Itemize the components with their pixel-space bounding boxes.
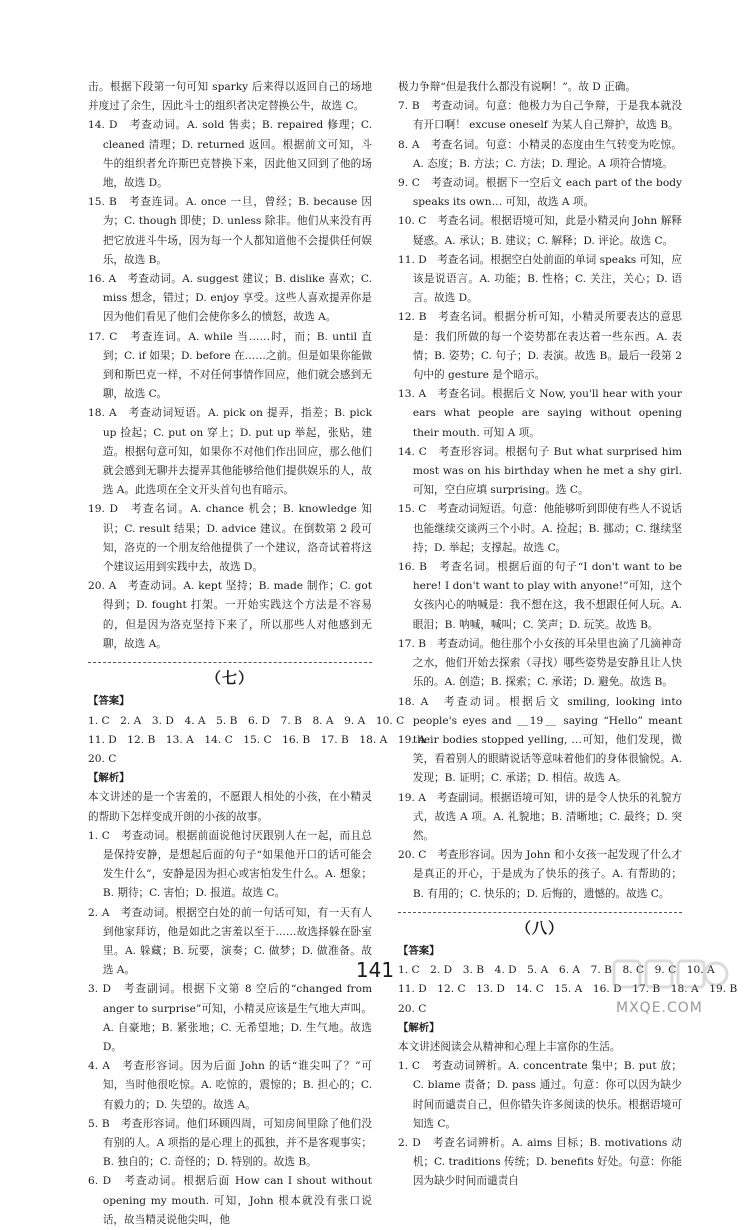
right-column: [398, 78, 738, 1192]
section-label: 【答案】: [398, 944, 440, 957]
explanation-paragraph: 5. B 考查形容词。他们环顾四周，可知房间里除了他们没有别的人。A 项指的是心理上的孤独，并不是客观事实；B. 独自的；C. 奇怪的；D. 特别的。故选 B。: [88, 1117, 372, 1169]
section-label: 【解析】: [398, 1021, 440, 1034]
explanation-paragraph: 17. B 考查动词。他往那个小女孩的耳朵里也滴了几滴神奇之水，他们开始去探索（寻找）哪些姿势是安静且让人快乐的。A. 创造；B. 探索；C. 承诺；D. 避免。故选 B。: [398, 637, 682, 689]
explanation-paragraph: 14. D 考查动词。A. sold 售卖；B. repaired 修理；C. cleaned 清理；D. returned 返回。根据前文可知，斗牛的组织者允许斯巴克替换下来，因此他又回到了他的场地，故选 D。: [88, 119, 376, 190]
section-title: （七）: [205, 669, 254, 688]
explanation-paragraph: 14. C 考查形容词。根据句子 But what surprised him most was on his birthday when he met a shy girl. 可知，空白应填 surprising。选 C。: [398, 445, 686, 497]
explanation-paragraph: 17. C 考查连词。A. while 当……时，而；B. until 直到；C. if 如果；D. before 在……之前。但是如果你能做到和斯巴克一样，不对任何事情作回应，他们就会感到无聊，故选 C。: [88, 330, 372, 401]
explanation-paragraph: 12. B 考查名词。根据分析可知，小精灵所要表达的意思是：我们所做的每一个姿势都在表达着一些东西。A. 表情；B. 姿势；C. 句子；D. 表演。故选 B。最后一段第 2 句中的 gesture 是个暗示。: [398, 311, 686, 382]
explanation-paragraph: 8. A 考查名词。句意：小精灵的态度由生气转变为吃惊。A. 态度；B. 方法；C. 方法；D. 理论。A 项符合情境。: [398, 138, 682, 170]
explanation-paragraph: 本文讲述阅读会从精神和心理上丰富你的生活。: [398, 1040, 621, 1053]
answer-key-line: 11. D 12. C 13. D 14. C 15. A 16. D 17. B 18. A 19. B: [398, 983, 738, 996]
explanation-paragraph: 极力争辩“但是我什么都没有说啊！”。故 D 正确。: [398, 81, 636, 93]
explanation-paragraph: 1. C 考查动词辨析。A. concentrate 集中；B. put 放；C. blame 责备；D. pass 通过。句意：你可以因为缺少时间而谴责自己，但你错失许多阅读的快乐。根据语境可知选 C。: [398, 1060, 682, 1130]
explanation-paragraph: 19. D 考查名词。A. chance 机会；B. knowledge 知识；C. result 结果；D. advice 建议。在倒数第 2 段可知，洛克的一个朋友给他提供了一个建议，洛奇试着将这个建议运用到实践中去，故选 D。: [88, 503, 372, 574]
explanation-paragraph: 19. A 考查副词。根据语境可知，讲的是令人快乐的礼貌方式，故选 A 项。A. 礼貌地；B. 清晰地；C. 最终；D. 突然。: [398, 791, 682, 842]
explanation-paragraph: 16. B 考查名词。根据后面的句子“I don't want to be here! I don't want to play with anyone!”可知，这个女孩内心的呐喊是：我不想在这，我不想跟任何人玩。A. 眼泪；B. 呐喊，喊叫；C. 笑声；D. 玩笑。故选 B。: [398, 561, 686, 631]
explanation-paragraph: 7. B 考查动词。句意：他极力为自己争辩，于是我本就没有开口啊！ excuse oneself 为某人自己辩护，故选 B。: [398, 100, 682, 132]
section-divider: [398, 912, 682, 913]
explanation-paragraph: 18. A 考查动词短语。A. pick on 提弄，指差；B. pick up 捡起；C. put on 穿上；D. put up 举起，张贴，建造。根据句意可知，如果你不对他们作出回应，那么他们就会感到无聊并去提弄其他能够给他们提供娱乐的人，故选 A。此选项在全文开头首句也有暗示。: [88, 407, 376, 497]
explanation-paragraph: 15. C 考查动词短语。句意：他能够听到即使有些人不说话也能继续交谈两三个小时。A. 捡起；B. 挪动；C. 继续坚持；D. 举起；支撑起。故选 C。: [398, 503, 682, 554]
explanation-paragraph: 3. D 考查副词。根据下文第 8 空后的“changed from anger to surprise”可知，小精灵应该是生气地大声叫。A. 自豪地；B. 紧张地；C. 无希望地；D. 生气地。故选 D。: [88, 983, 376, 1053]
explanation-paragraph: 18. A 考查动词。根据后文 smiling, looking into people's eyes and ＿19＿ saying “Hello” meant their bodies stopped yelling, …可知，他们发现，微笑，看着别人的眼睛说话等意味着他们的身体很愉悦。A. 发现；B. 证明；C. 承诺；D. 相信。故选 A。: [398, 695, 686, 785]
explanation-paragraph: 20. C 考查形容词。因为 John 和小女孩一起发现了什么才是真正的开心，于是成为了快乐的孩子。A. 有帮助的；B. 有用的；C. 快乐的；D. 后悔的，遗憾的。故选 C。: [398, 849, 682, 900]
explanation-paragraph: 1. C 考查动词。根据前面说他讨厌跟别人在一起，而且总是保持安静，是想起后面的句子“如果他开口的话可能会发生什么”，安静是因为担心或害怕发生什么。A. 想象；B. 期待；C. 害怕；D. 报道。故选 C。: [88, 829, 372, 900]
explanation-paragraph: 击。根据下段第一句可知 sparky 后来得以返回自己的场地并度过了余生，因此斗士的组织者决定替换公牛，故选 C。: [88, 81, 372, 113]
explanation-paragraph: 2. D 考查名词辨析。A. aims 目标；B. motivations 动机；C. traditions 传统；D. benefits 好处。句意：你能因为缺少时间而谴责自: [398, 1136, 682, 1188]
section-label: 【答案】: [88, 695, 130, 708]
explanation-paragraph: 13. A 考查名词。根据后文 Now, you'll hear with your ears what people are saying without opening their mouth. 可知 A 项。: [398, 388, 686, 439]
answer-key-line: 1. C 2. A 3. D 4. A 5. B 6. D 7. B 8. A 9. A 10. C: [88, 714, 405, 727]
explanation-paragraph: 9. C 考查动词。根据下一空后文 each part of the body speaks its own… 可知，故选 A 项。: [398, 177, 686, 209]
explanation-paragraph: 11. D 考查名词。根据空白处前面的单词 speaks 可知，应该是说语言。A. 功能；B. 性格；C. 关注，关心；D. 语言。故选 D。: [398, 253, 682, 305]
explanation-paragraph: 10. C 考查名词。根据语境可知，此是小精灵向 John 解释疑惑。A. 承认；B. 建议；C. 解释；D. 评论。故选 C。: [398, 215, 682, 247]
explanation-paragraph: 16. A 考查动词。A. suggest 建议；B. dislike 喜欢；C. miss 想念，错过；D. enjoy 享受。这些人喜欢提弄你是因为他们看见了他们会使你多么的愤怒，故选 A。: [88, 273, 376, 324]
watermark-text: MXQE.COM: [616, 1000, 703, 1016]
answer-key-line: 20. C: [88, 752, 117, 765]
section-label: 【解析】: [88, 772, 130, 785]
explanation-paragraph: 6. D 考查动词。根据后面 How can I shout without opening my mouth. 可知，John 根本就没有张口说话，故当精灵说他尖叫，他: [88, 1175, 376, 1226]
section-title: （八）: [515, 918, 564, 937]
section-divider: [88, 662, 372, 663]
answer-key-line: 20. C: [398, 1002, 427, 1015]
explanation-paragraph: 4. A 考查形容词。因为后面 John 的话“谁尖叫了？”可知，当时他很吃惊。A. 吃惊的，震惊的；B. 担心的；C. 有毅力的；D. 失望的。故选 A。: [88, 1060, 376, 1111]
page-number: 141: [355, 958, 395, 982]
explanation-paragraph: 15. B 考查连词。A. once 一旦，曾经；B. because 因为；C. though 即使；D. unless 除非。他们从来没有再把它放进斗牛场，因为每一个人都知道他不会提供任何娱乐，故选 B。: [88, 196, 372, 266]
answer-key-line: 1. C 2. D 3. B 4. D 5. A 6. A 7. B 8. C 9. C 10. A: [398, 964, 715, 977]
explanation-paragraph: 2. A 考查动词。根据空白处的前一句话可知，有一天有人到他家拜访，他是如此之害羞以至于……故选择躲在卧室里。A. 躲藏；B. 玩要，演奏；C. 做梦；D. 做准备。故选 A。: [88, 906, 372, 977]
answer-key-line: 11. D 12. B 13. A 14. C 15. C 16. B 17. B 18. A 19. A: [88, 733, 426, 746]
explanation-paragraph: 20. A 考查动词。A. kept 坚持；B. made 制作；C. got 得到；D. fought 打架。一开始实践这个方法是不容易的，但是因为洛克坚持下来了，所以那些人对他感到无聊，故选 A。: [88, 580, 376, 650]
explanation-paragraph: 本文讲述的是一个害羞的，不愿跟人相处的小孩，在小精灵的帮助下怎样变成开朗的小孩的故事。: [88, 791, 372, 823]
